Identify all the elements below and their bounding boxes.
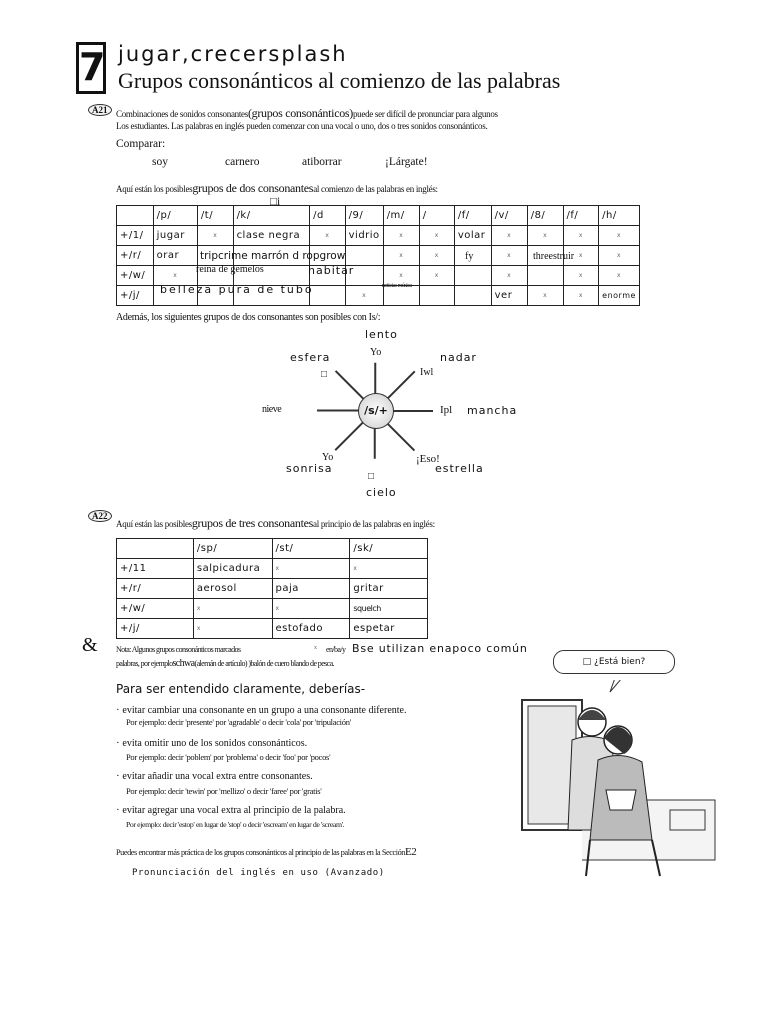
row-j-belleza: belleza pura de tubo (160, 283, 314, 296)
stray-mark: □i (270, 196, 281, 208)
compare-word-3: atiborrar (302, 156, 342, 168)
advice-example: Por ejemplo: decir 'estop' en lugar de 'stop' o decir 'escream' en lugar de 'scream'. (126, 820, 345, 829)
row-w-reina: reina de gemelos (196, 264, 264, 275)
table-cell: /9/ (345, 206, 383, 226)
table-cell: +/1/ (117, 226, 154, 246)
table-cell (454, 266, 491, 286)
wheel-label-top-left: esfera (290, 351, 331, 364)
table-cell: +/w/ (117, 599, 194, 619)
section-tag-a21: A21 (88, 104, 112, 116)
table-cell: +/r/ (117, 246, 154, 266)
table-cell: salpicadura (193, 559, 272, 579)
compare-word-4: ¡Lárgate! (385, 156, 428, 168)
table-cell: x (527, 286, 563, 306)
wheel-label-top-yo: Yo (370, 347, 382, 358)
table-cell: jugar (153, 226, 197, 246)
table-cell: x (383, 266, 419, 286)
table-cell: /p/ (153, 206, 197, 226)
advice-example: Por ejemplo: decir 'tewin' por 'mellizo' o decir 'faree' por 'gratis' (126, 786, 322, 796)
table-cell: x (563, 286, 599, 306)
wheel-label-top-right: nadar (440, 351, 477, 364)
wheel-label-bottom-left: sonrisa (286, 462, 333, 475)
table-cell: /t/ (197, 206, 233, 226)
table-cell: /8/ (527, 206, 563, 226)
table-cell: /d (310, 206, 346, 226)
table-header-row (117, 539, 428, 559)
table-cell: x (599, 226, 640, 246)
note-line2: palabras, por ejemploschwa(alemán de artículo) )balón de cuero blando de pesca. (116, 658, 334, 669)
table-cell: /sp/ (193, 539, 272, 559)
table-cell (117, 206, 154, 226)
table-cell: x (383, 246, 419, 266)
wheel-label-left: nieve (262, 404, 282, 415)
note-line1-post: Bse utilizan enapoco común (352, 642, 528, 655)
table-cell: x (419, 266, 454, 286)
table-cell: x (153, 266, 197, 286)
speech-bubble: □ ¿Está bien? (553, 650, 675, 674)
row-r-three: threestruir (533, 251, 575, 262)
table-cell: +/11 (117, 559, 194, 579)
section-tag-a22: A22 (88, 510, 112, 522)
table-cell: x (599, 246, 640, 266)
table-cell: x (491, 246, 527, 266)
wheel-label-bottom-eso: ¡Eso! (416, 453, 440, 465)
row-r-fy: fy (465, 251, 474, 262)
compare-word-2: carnero (225, 156, 260, 168)
table-cell: x (419, 226, 454, 246)
table-cell (117, 539, 194, 559)
table-cell: x (563, 226, 599, 246)
table-cell: +/j/ (117, 286, 154, 306)
table-cell: x (197, 226, 233, 246)
table-cell: /h/ (599, 206, 640, 226)
wheel-label-top: lento (365, 328, 398, 341)
unit-title: Grupos consonánticos al comienzo de las palabras (118, 68, 561, 93)
table-row (117, 559, 428, 579)
box-icon: □ (368, 471, 375, 482)
table-cell: orar (153, 246, 197, 266)
table-cell: ver (491, 286, 527, 306)
advice-item: · evitar añadir una vocal extra entre consonantes. (116, 770, 313, 782)
table-cell: vidrio (345, 226, 383, 246)
table-cell: x (310, 226, 346, 246)
table-cell: /m/ (383, 206, 419, 226)
three-consonant-table (116, 538, 428, 639)
table-cell (419, 286, 454, 306)
wheel-label-bottom: cielo (366, 486, 397, 499)
row-r-overlay: tripcrime marrón d ropgrow (200, 250, 346, 262)
table-cell: gritar (350, 579, 428, 599)
note-line1-tag: en/ba/y (326, 645, 346, 654)
table-cell: squelch (350, 599, 428, 619)
table-cell: /v/ (491, 206, 527, 226)
table-row (117, 226, 640, 246)
table-cell (454, 286, 491, 306)
advice-heading: Para ser entendido claramente, deberías- (116, 682, 366, 696)
note-line1-x: x (314, 645, 317, 651)
table-cell: enorme (599, 286, 640, 306)
note-line1-pre: Nota: Algunos grupos consonánticos marcados (116, 645, 241, 654)
row-w-habitar: habitar (308, 264, 355, 277)
compare-label: Comparar: (116, 138, 166, 150)
note-ampersand: & (82, 634, 98, 656)
table-cell: /f/ (454, 206, 491, 226)
unit-number: 7 (76, 42, 106, 94)
table-cell: x (345, 286, 383, 306)
table-row (117, 579, 428, 599)
table-row (117, 599, 428, 619)
wheel-label-ipl: Ipl (440, 404, 453, 416)
table-cell: +/r/ (117, 579, 194, 599)
wheel-label-right: mancha (467, 404, 518, 417)
wheel-label-bottom-right: estrella (435, 462, 484, 475)
table-cell (310, 286, 346, 306)
advice-item: · evitar agregar una vocal extra al principio de la palabra. (116, 804, 346, 816)
table-cell: aerosol (193, 579, 272, 599)
a21-intro-line2: Los estudiantes. Las palabras en inglés pueden comenzar con una vocal o uno, dos o tres sonidos consonánticos. (116, 121, 488, 131)
table-cell: x (193, 599, 272, 619)
table-cell: / (419, 206, 454, 226)
advice-item: · evita omitir uno de los sonidos consonánticos. (116, 737, 308, 749)
table-cell: estofado (272, 619, 350, 639)
table-cell: x (272, 599, 350, 619)
two-consonant-intro: Aquí están los posiblesgrupos de dos consonantesal comienzo de las palabras en inglés: (116, 181, 438, 195)
table-cell (527, 266, 563, 286)
row-j-noticias: noticias música (382, 283, 412, 289)
table-cell: /f/ (563, 206, 599, 226)
s-cluster-intro: Además, los siguientes grupos de dos consonantes son posibles con Is/: (116, 312, 381, 323)
table-cell: /k/ (233, 206, 310, 226)
table-cell: +/w/ (117, 266, 154, 286)
table-cell: paja (272, 579, 350, 599)
table-cell: x (491, 226, 527, 246)
table-cell: +/j/ (117, 619, 194, 639)
a21-intro-line1: Combinaciones de sonidos consonantes(grupos consonánticos)puede ser difícil de pronunciar para algunos (116, 106, 498, 120)
advice-example: Por ejemplo: decir 'presente' por 'agradable' o decir 'cola' por 'tripulación' (126, 717, 351, 727)
wheel-label-bottom-yo: Yo (322, 452, 334, 463)
footer-book-title: Pronunciación del inglés en uso (Avanzado) (132, 868, 385, 878)
table-cell (345, 246, 383, 266)
wheel-hub: /s/+ (358, 393, 394, 429)
table-cell: espetar (350, 619, 428, 639)
table-cell: volar (454, 226, 491, 246)
table-cell: x (563, 246, 599, 266)
advice-example: Por ejemplo: decir 'poblem' por 'problema' o decir 'foo' por 'pocos' (126, 752, 331, 762)
three-consonant-intro: Aquí están las posiblesgrupos de tres consonantesal principio de las palabras en inglés: (116, 516, 435, 530)
table-row (117, 619, 428, 639)
table-cell: x (527, 226, 563, 246)
box-icon: □ (321, 369, 328, 380)
compare-word-1: soy (152, 156, 168, 168)
table-cell: x (491, 266, 527, 286)
table-cell: x (193, 619, 272, 639)
more-practice: Puedes encontrar más práctica de los grupos consonánticos al principio de las palabras en la SecciónE2 (116, 846, 417, 858)
table-cell: x (272, 559, 350, 579)
wheel-label-iwl: Iwl (420, 367, 434, 378)
bus-passengers-illustration (520, 680, 720, 880)
table-cell: /st/ (272, 539, 350, 559)
table-cell: x (350, 559, 428, 579)
table-header-row (117, 206, 640, 226)
table-cell: x (563, 266, 599, 286)
table-cell: x (599, 266, 640, 286)
unit-title-keywords: jugar,crecersplash (118, 42, 348, 66)
table-cell: x (419, 246, 454, 266)
advice-item: · evitar cambiar una consonante en un grupo a una consonante diferente. (116, 704, 407, 716)
table-cell: clase negra (233, 226, 310, 246)
table-cell: x (383, 226, 419, 246)
table-cell: /sk/ (350, 539, 428, 559)
